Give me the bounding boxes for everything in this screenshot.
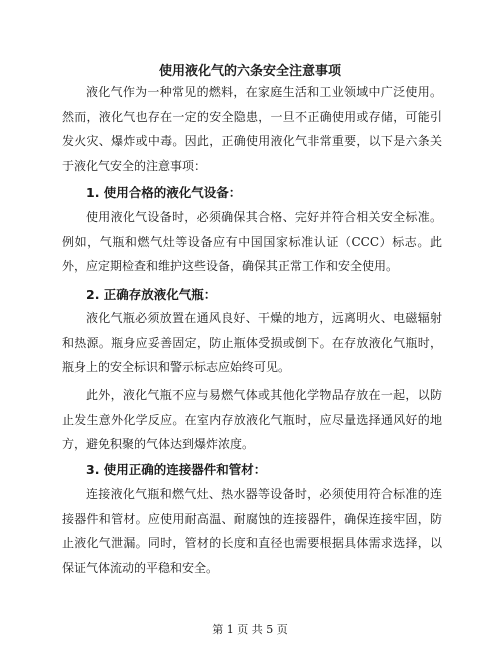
section-1-paragraph: 使用液化气设备时，必须确保其合格、完好并符合相关安全标准。例如，气瓶和燃气灶等设备应有中国国家标准认证（CCC）标志。此外，应定期检查和维护这些设备，确保其正常工作和安全使用。 <box>62 210 442 273</box>
document-title: 使用液化气的六条安全注意事项 <box>158 64 341 79</box>
section-3-paragraph: 连接液化气瓶和燃气灶、热水器等设备时，必须使用符合标准的连接器件和管材。应使用耐高温、耐腐蚀的连接器件，确保连接牢固，防止液化气泄漏。同时，管材的长度和直径也需要根据具体需求选择，以保证气体流动的平稳和安全。 <box>62 487 442 575</box>
section-2-paragraph-2: 此外，液化气瓶不应与易燃气体或其他化学物品存放在一起，以防止发生意外化学反应。在室内存放液化气瓶时，应尽量选择通风好的地方，避免积聚的气体达到爆炸浓度。 <box>62 388 442 451</box>
section-2-paragraph-1: 液化气瓶必须放置在通风良好、干燥的地方，远离明火、电磁辐射和热源。瓶身应妥善固定，防止瓶体受损或倒下。在存放液化气瓶时，瓶身上的安全标识和警示标志应始终可见。 <box>62 311 442 374</box>
section-heading-2: 2. 正确存放液化气瓶： <box>86 287 217 302</box>
section-heading-1: 1. 使用合格的液化气设备： <box>86 185 242 200</box>
intro-paragraph: 液化气作为一种常见的燃料，在家庭生活和工业领域中广泛使用。然而，液化气也存在一定的安全隐患，一旦不正确使用或存储，可能引发火灾、爆炸或中毒。因此，正确使用液化气非常重要，以下是六条关于液化气安全的注意事项： <box>62 85 442 173</box>
section-heading-3: 3. 使用正确的连接器件和管材： <box>86 462 267 477</box>
page-footer: 第 1 页 共 5 页 <box>212 623 288 636</box>
